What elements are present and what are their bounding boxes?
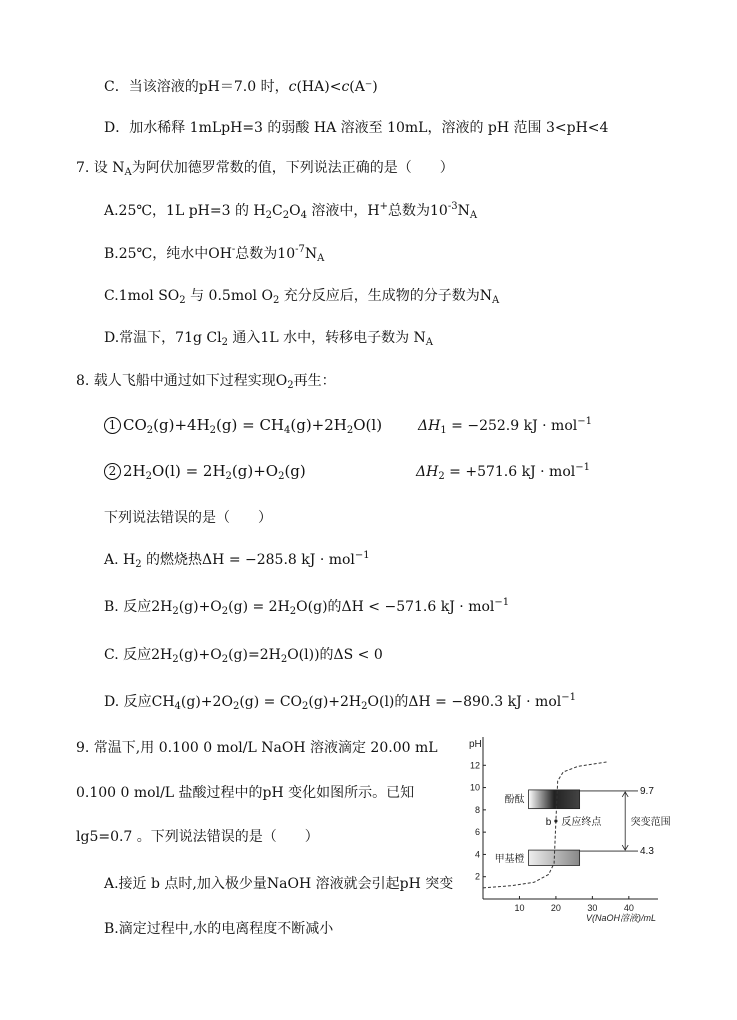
q9-option-a: A.接近 b 点时,加入极少量NaOH 溶液就会引起pH 突变 bbox=[104, 876, 454, 892]
phenolphthalein-band bbox=[529, 790, 580, 809]
q8-option-d: D. 反应$CH_4(g)+2O_2(g) = CO_2(g)+2H_2O(l)$的ΔH = −890.3 kJ · mol$^{-1}$ bbox=[104, 692, 576, 712]
y-tick-label: 4 bbox=[474, 849, 480, 860]
circled-number-1: 1 bbox=[104, 417, 121, 434]
q7-option-c: C.1mol $SO_2$ 与 0.5mol $O_2$ 充分反应后，生成物的分子数为$N_A$ bbox=[104, 288, 500, 306]
titration-chart-svg bbox=[465, 735, 671, 925]
methyl-orange-label: 甲基橙 bbox=[494, 853, 525, 865]
x-axis-label: V(NaOH溶液)/mL bbox=[585, 913, 656, 923]
q6-option-c: C．当该溶液的pH＝7.0 时，c(HA)<c(A⁻) bbox=[104, 79, 378, 95]
q8-reaction-2-enthalpy: $\Delta H_2 = +571.6$ kJ · mol$^{-1}$ bbox=[416, 462, 590, 482]
point-b-dot bbox=[554, 819, 557, 822]
q7-stem: 7. 设 $N_A$为阿伏加德罗常数的值，下列说法正确的是（ ） bbox=[76, 160, 454, 178]
y-tick-label: 2 bbox=[474, 871, 480, 882]
y-tick-label: 10 bbox=[469, 782, 480, 793]
y-tick-label: 8 bbox=[474, 804, 480, 815]
q7-option-d: D.常温下，71g $Cl_2$ 通入1L 水中，转移电子数为 $N_A$ bbox=[104, 330, 434, 348]
q9-stem-line-1: 9. 常温下,用 0.100 0 mol/L NaOH 溶液滴定 20.00 mL bbox=[76, 740, 438, 756]
q9-stem-line-3: lg5=0.7 。下列说法错误的是（ ） bbox=[76, 829, 319, 845]
q7-option-b: B.25℃，纯水中OH-总数为$10^{-7}N_A$ bbox=[104, 244, 325, 264]
chart-labels bbox=[469, 739, 671, 923]
q8-reaction-1-enthalpy: $\Delta H_1 = -252.9$ kJ · mol$^{-1}$ bbox=[418, 416, 592, 436]
q8-option-b: B. 反应$2H_2(g)+O_2(g) = 2H_2O(g)$的ΔH < −571.6 kJ · mol$^{-1}$ bbox=[104, 597, 510, 617]
q8-reaction-1: 1 $CO_2(g)+4H_2(g) = CH_4(g)+2H_2O(l)$ bbox=[104, 416, 382, 436]
y-tick-label: 12 bbox=[469, 760, 480, 771]
q7-option-a: A.25℃，1L pH=3 的 $H_2C_2O_4$ 溶液中，H+总数为$10^{-3}N_A$ bbox=[104, 201, 478, 221]
q9-option-b: B.滴定过程中,水的电离程度不断减小 bbox=[104, 921, 334, 937]
x-tick-label: 10 bbox=[514, 903, 525, 913]
y-axis-label: pH bbox=[469, 739, 482, 750]
x-tick-label: 20 bbox=[550, 903, 561, 913]
point-b-label: b bbox=[545, 817, 552, 828]
q8-option-a: A. $H_2$ 的燃烧热ΔH = −285.8 kJ · mol$^{-1}$ bbox=[104, 550, 370, 570]
jump-range-label: 突变范围 bbox=[630, 817, 671, 828]
x-tick-label: 40 bbox=[623, 903, 634, 913]
lower-value-label: 4.3 bbox=[640, 846, 654, 858]
endpoint-label: 反应终点 bbox=[561, 817, 602, 828]
x-tick-label: 30 bbox=[587, 903, 598, 913]
circled-number-2: 2 bbox=[104, 463, 121, 480]
q8-stem: 8. 载人飞船中通过如下过程实现$O_2$再生： bbox=[76, 373, 336, 391]
y-tick-label: 6 bbox=[474, 827, 480, 838]
q8-option-c: C. 反应$2H_2(g)+O_2(g)=2H_2O(l)$)的ΔS < 0 bbox=[104, 647, 383, 665]
chart-ticks bbox=[470, 760, 634, 913]
q8-sub-stem: 下列说法错误的是（ ） bbox=[104, 510, 272, 526]
upper-value-label: 9.7 bbox=[640, 785, 654, 797]
q8-reaction-2: 2 $2H_2O(l) = 2H_2(g)+O_2(g)$ bbox=[104, 462, 306, 482]
q6-option-d: D．加水稀释 1mLpH=3 的弱酸 HA 溶液至 10mL，溶液的 pH 范围 3<pH<4 bbox=[104, 120, 609, 136]
phenolphthalein-label: 酚酞 bbox=[504, 794, 525, 806]
q9-stem-line-2: 0.100 0 mol/L 盐酸过程中的pH 变化如图所示。已知 bbox=[76, 785, 415, 801]
titration-curve-figure bbox=[465, 735, 671, 925]
